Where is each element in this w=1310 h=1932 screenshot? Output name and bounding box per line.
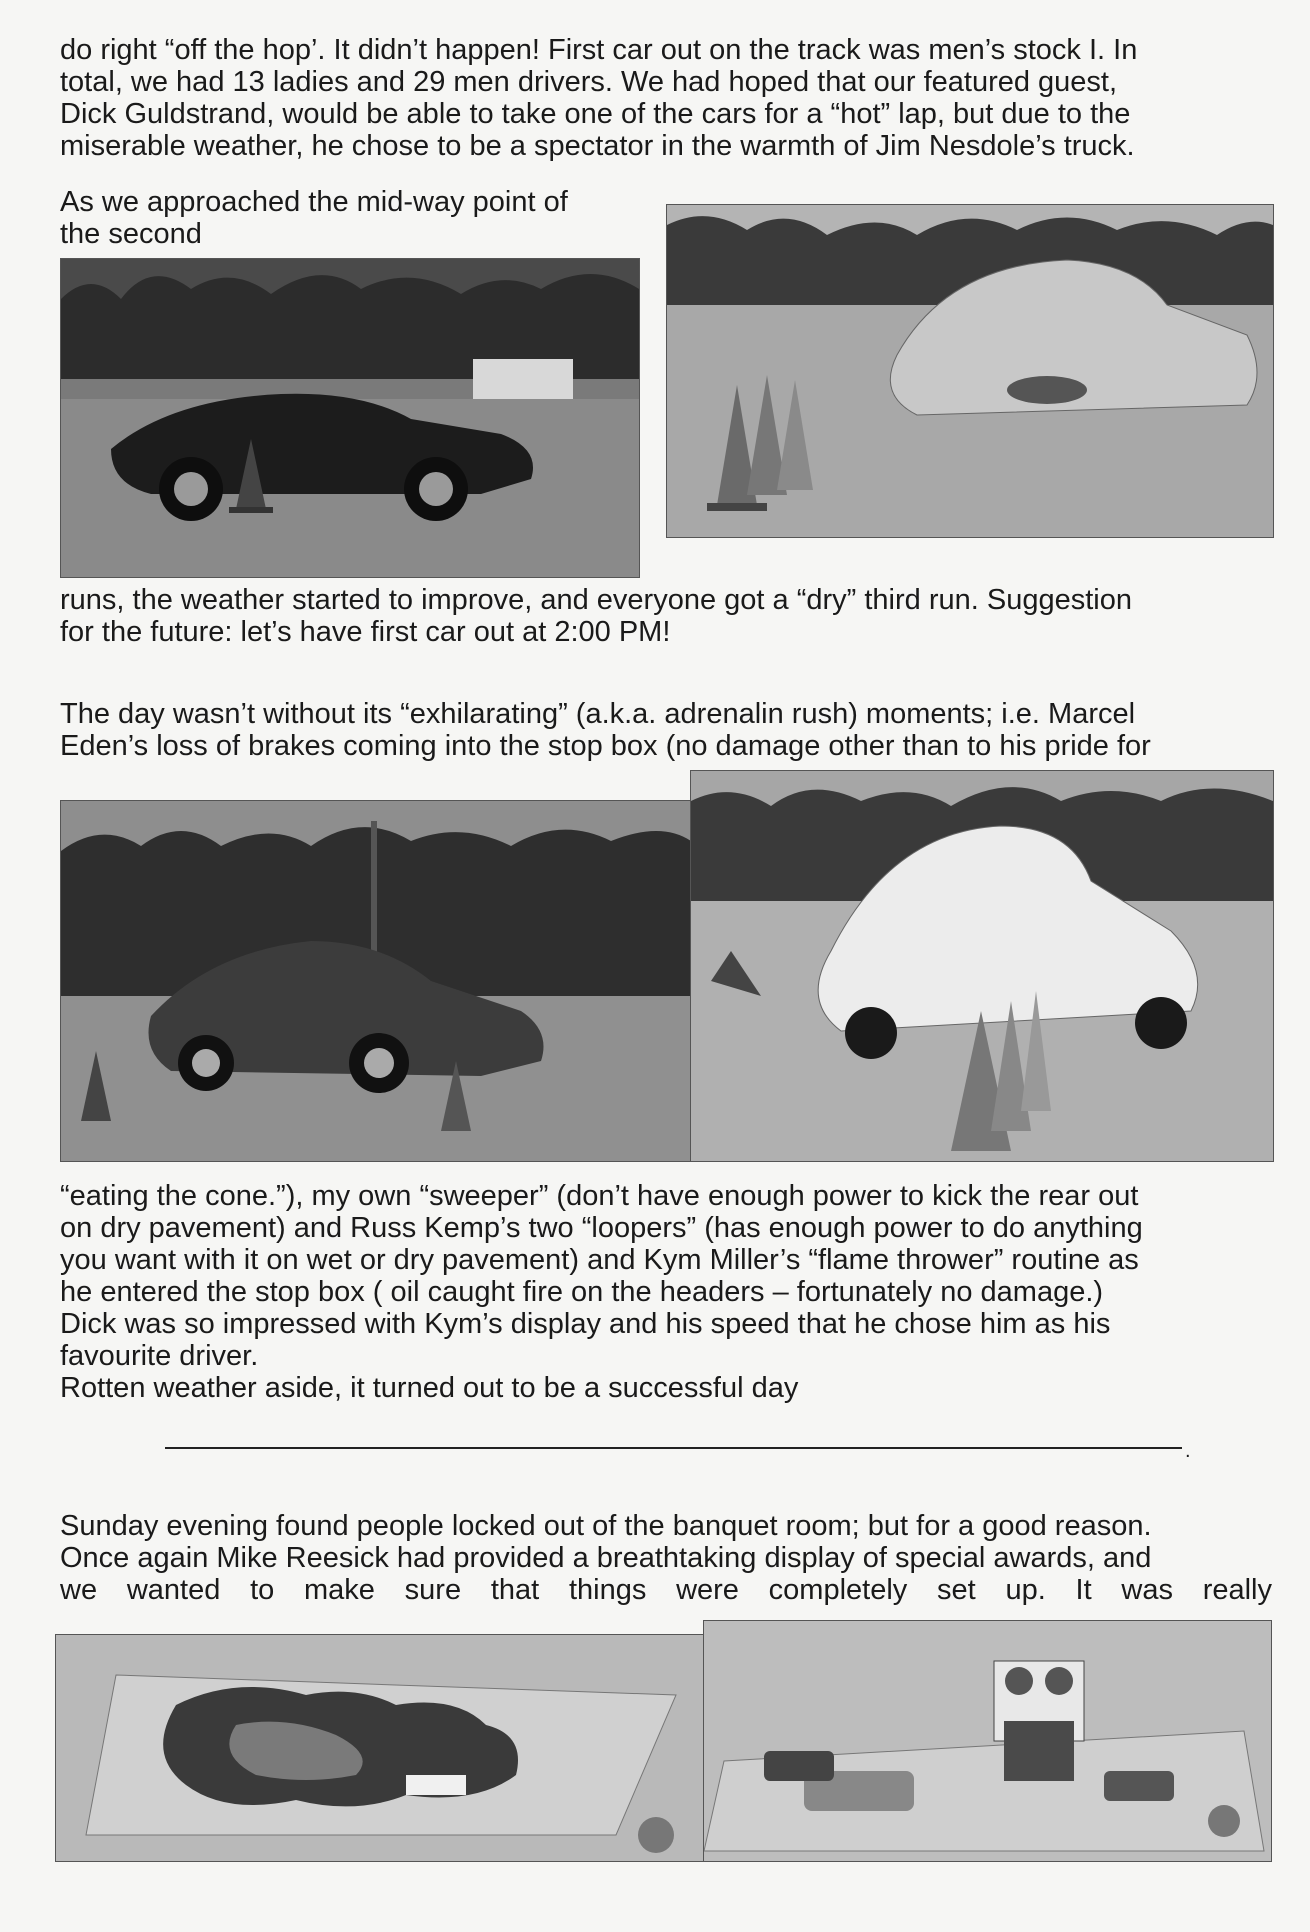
text-line: “eating the cone.”), my own “sweeper” (don’t have enough power to kick the rear out [60, 1180, 1139, 1212]
text-line: Sunday evening found people locked out of the banquet room; but for a good reason. [60, 1510, 1152, 1542]
text-line: favourite driver. [60, 1340, 259, 1372]
divider-dot: . [1185, 1440, 1191, 1462]
midway-paragraph [60, 186, 660, 250]
text-line: As we approached the mid-way point of [60, 186, 568, 218]
photo-silver-corvette [666, 204, 1274, 538]
photo-dark-corvette [60, 258, 640, 578]
sunday-paragraph [60, 1510, 1272, 1606]
text-line: Dick Guldstrand, would be able to take one of the cars for a “hot” lap, but due to the [60, 98, 1131, 130]
text-line: the second [60, 218, 202, 250]
text-line: you want with it on wet or dry pavement) and Kym Miller’s “flame thrower” routine as [60, 1244, 1139, 1276]
exhilarating-paragraph [60, 698, 1272, 762]
text-line: Eden’s loss of brakes coming into the stop box (no damage other than to his pride for [60, 730, 1151, 762]
photo-model-cars [703, 1620, 1272, 1862]
text-line: runs, the weather started to improve, and everyone got a “dry” third run. Suggestion [60, 584, 1132, 616]
section-divider [165, 1447, 1182, 1449]
photo-white-corvette [690, 770, 1274, 1162]
intro-paragraph [60, 34, 1272, 162]
photo-red-corvette [60, 800, 692, 1162]
text-line: The day wasn’t without its “exhilarating” (a.k.a. adrenalin rush) moments; i.e. Marcel [60, 698, 1136, 730]
text-line: Dick was so impressed with Kym’s display and his speed that he chose him as his [60, 1308, 1111, 1340]
text-line: Rotten weather aside, it turned out to be a successful day [60, 1372, 799, 1404]
text-line: for the future: let’s have first car out at 2:00 PM! [60, 616, 671, 648]
photo-map-display [55, 1634, 705, 1862]
text-line: Once again Mike Reesick had provided a breathtaking display of special awards, and [60, 1542, 1152, 1574]
text-line: total, we had 13 ladies and 29 men drivers. We had hoped that our featured guest, [60, 66, 1118, 98]
text-line: miserable weather, he chose to be a spectator in the warmth of Jim Nesdole’s truck. [60, 130, 1135, 162]
runs-paragraph [60, 584, 1272, 648]
text-line: we wanted to make sure that things were completely set up. It was really [60, 1574, 1272, 1606]
cone-paragraph [60, 1180, 1272, 1404]
text-line: on dry pavement) and Russ Kemp’s two “loopers” (has enough power to do anything [60, 1212, 1143, 1244]
text-line: do right “off the hop’. It didn’t happen! First car out on the track was men’s stock I. In [60, 34, 1138, 66]
text-line: he entered the stop box ( oil caught fire on the headers – fortunately no damage.) [60, 1276, 1104, 1308]
